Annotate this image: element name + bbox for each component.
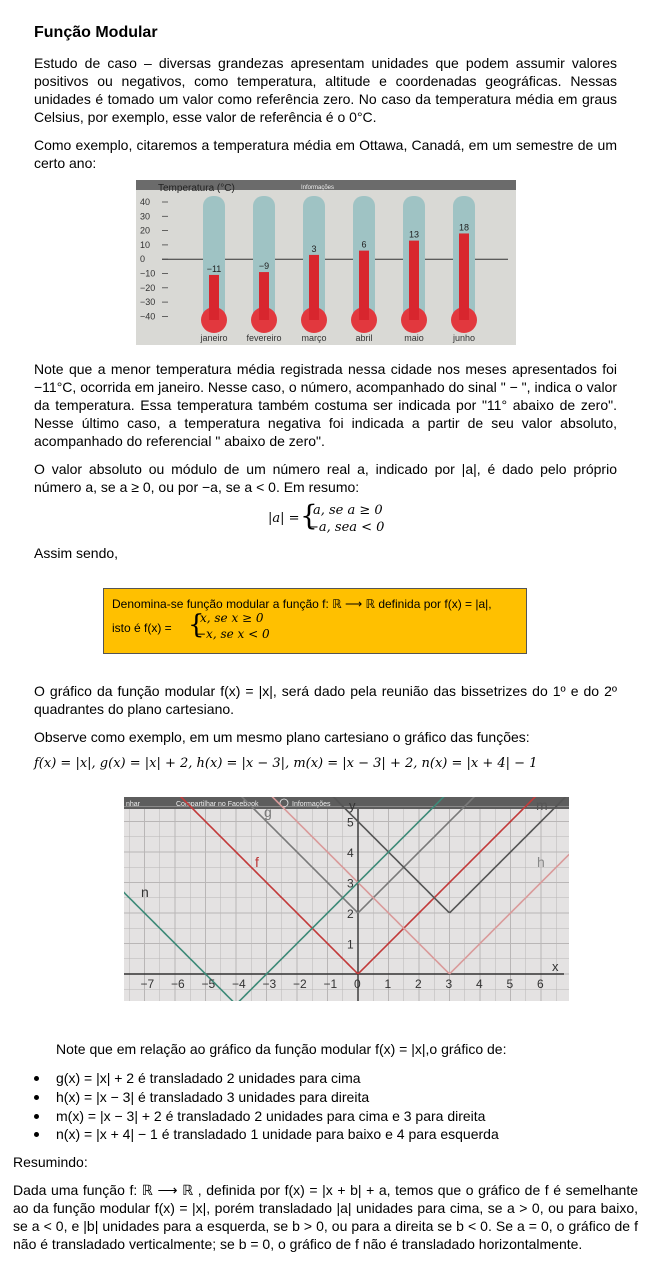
thermo-scale-label: 30 <box>140 211 151 222</box>
x-tick-label: 1 <box>384 977 392 991</box>
definition-box <box>103 588 527 654</box>
thermo-month: janeiro <box>200 333 228 343</box>
x-tick-label: −7 <box>140 977 155 991</box>
graph-topbar-0: nhar <box>126 801 141 808</box>
thermo-mercury <box>459 233 469 320</box>
thermo-value: 18 <box>458 222 470 233</box>
x-tick-label: 5 <box>506 977 514 991</box>
function-list: f(x) = |x|, g(x) = |x| + 2, h(x) = |x − 3|, m(x) = |x − 3| + 2, n(x) = |x + 4| − 1 <box>34 756 538 771</box>
definition-case-1: x, se x ≥ 0 <box>200 611 264 625</box>
thermo-mercury <box>409 241 419 320</box>
thermo-month: março <box>301 333 327 343</box>
y-tick-label: 3 <box>347 876 354 891</box>
paragraph-example: Como exemplo, citaremos a temperatura média em Ottawa, Canadá, em um semestre de um certo ano: <box>34 137 617 171</box>
thermo-value: −9 <box>258 261 270 272</box>
curve-label: m <box>536 797 548 813</box>
thermometer-chart <box>136 180 516 345</box>
definition-case-2: −x, se x < 0 <box>196 627 270 641</box>
graph-photo <box>124 797 569 1001</box>
x-tick-label: −4 <box>232 977 246 991</box>
thermo-scale-label: 0 <box>140 254 146 265</box>
abs-brace: { <box>300 499 318 532</box>
x-tick-label: 6 <box>537 977 544 991</box>
abs-lhs: |a| = <box>268 511 300 526</box>
paragraph-note-temp: Note que a menor temperatura média registrada nessa cidade nos meses apresentados foi −11°C, ocorrida em janeiro. Nesse caso, o número, acompanhado do sinal " − ", indica o valor da temperatura. Essa temperatura também costuma ser indicada por "11° abaixo de zero". Nesse último caso, a temperatura negativa foi indicada a partir de seu valor absoluto, acompanhado do referencial " abaixo de zero". <box>34 361 617 449</box>
y-tick-label: 5 <box>347 815 354 830</box>
thermo-mercury <box>259 272 269 320</box>
x-tick-label: 3 <box>445 977 453 991</box>
thermometer-header-info: Informações <box>301 185 335 191</box>
paragraph-intro: Estudo de caso – diversas grandezas apresentam unidades que podem assumir valores positivos ou negativos, como temperatura, altitude e coordenadas geográficas. Nessas unidades é tomado um valor como referência zero. No caso da temperatura média em graus Celsius, por exemplo, esse valor de referência é o 0°C. <box>34 55 617 125</box>
paragraph-note-graph: Note que em relação ao gráfico da função modular f(x) = |x|,o gráfico de: <box>56 1041 507 1057</box>
thermo-mercury <box>209 275 219 320</box>
thermo-value: 13 <box>408 229 420 240</box>
x-tick-label: −3 <box>262 977 277 991</box>
thermo-month: fevereiro <box>246 333 282 343</box>
thermo-value: 6 <box>361 239 367 250</box>
paragraph-resumindo: Resumindo: <box>13 1154 88 1170</box>
thermo-scale-label: 10 <box>140 239 151 250</box>
paragraph-summary: Dada uma função f: ℝ ⟶ ℝ , definida por f(x) = |x + b| + a, temos que o gráfico de f é semelhante ao da função modular f(x) = |x|, porém transladado |a| unidades para cima, se a > 0, ou para baixo, se a < 0, e |b| unidades para a esquerda, se b > 0, ou para a direita se b < 0. Se a = 0, o gráfico de f não é transladado verticalmente; se b = 0, o gráfico de f não é transladado horizontalmente. <box>13 1182 638 1252</box>
thermo-value: −11 <box>206 263 222 274</box>
thermo-scale-label: 40 <box>140 197 151 207</box>
thermo-scale-label: −40 <box>140 311 156 322</box>
thermo-scale-label: −10 <box>140 268 156 279</box>
thermometer-photo <box>136 180 516 345</box>
thermometer-header: Temperatura (°C) <box>158 183 235 194</box>
abs-case-2: −a, sea < 0 <box>308 520 385 535</box>
thermo-mercury <box>309 255 319 320</box>
definition-brace: { <box>188 610 205 640</box>
y-tick-label: 1 <box>347 937 354 952</box>
abs-case-1: a, se a ≥ 0 <box>313 503 383 518</box>
x-tick-label: −1 <box>323 977 338 991</box>
thermo-value: 3 <box>311 243 317 254</box>
graph-topbar-1: Compartilhar no Facebook <box>176 801 259 808</box>
thermo-month: maio <box>404 333 424 343</box>
x-tick-label: 0 <box>354 977 361 991</box>
thermo-scale-label: −30 <box>140 297 156 308</box>
y-axis-label: y <box>349 798 356 813</box>
curve-label: n <box>141 884 149 900</box>
thermo-scale-label: 20 <box>140 225 151 236</box>
definition-line-1: Denomina-se função modular a função f: ℝ ⟶ ℝ definida por f(x) = |a|, <box>112 597 492 611</box>
definition-line-2: isto é f(x) = <box>112 621 172 635</box>
x-tick-label: 2 <box>415 977 422 991</box>
y-tick-label: 2 <box>347 907 354 921</box>
x-tick-label: −5 <box>201 977 216 991</box>
thermo-month: junho <box>452 333 476 343</box>
paragraph-assim: Assim sendo, <box>34 545 119 561</box>
thermo-mercury <box>359 251 369 320</box>
page-title: Função Modular <box>34 24 158 41</box>
paragraph-observe: Observe como exemplo, em um mesmo plano cartesiano o gráfico das funções: <box>34 729 530 745</box>
paragraph-abs-def: O valor absoluto ou módulo de um número real a, indicado por |a|, é dado pelo próprio número a, se a ≥ 0, ou por −a, se a < 0. Em resumo: <box>34 461 617 495</box>
functions-graph <box>124 797 569 1001</box>
x-tick-label: 4 <box>476 977 483 991</box>
x-axis-label: x <box>552 959 559 974</box>
curve-label: g <box>264 804 272 820</box>
x-tick-label: −2 <box>293 977 307 991</box>
x-tick-label: −6 <box>171 977 185 991</box>
graph-topbar-2: Informações <box>292 801 331 808</box>
thermo-month: abril <box>355 333 373 343</box>
paragraph-graph-modular: O gráfico da função modular f(x) = |x|, será dado pela reunião das bissetrizes do 1º e do 2º quadrantes do plano cartesiano. <box>34 683 617 717</box>
y-tick-label: 4 <box>347 846 354 860</box>
thermo-scale-label: −20 <box>140 282 156 293</box>
curve-label: h <box>537 854 545 870</box>
curve-label: f <box>255 854 259 870</box>
